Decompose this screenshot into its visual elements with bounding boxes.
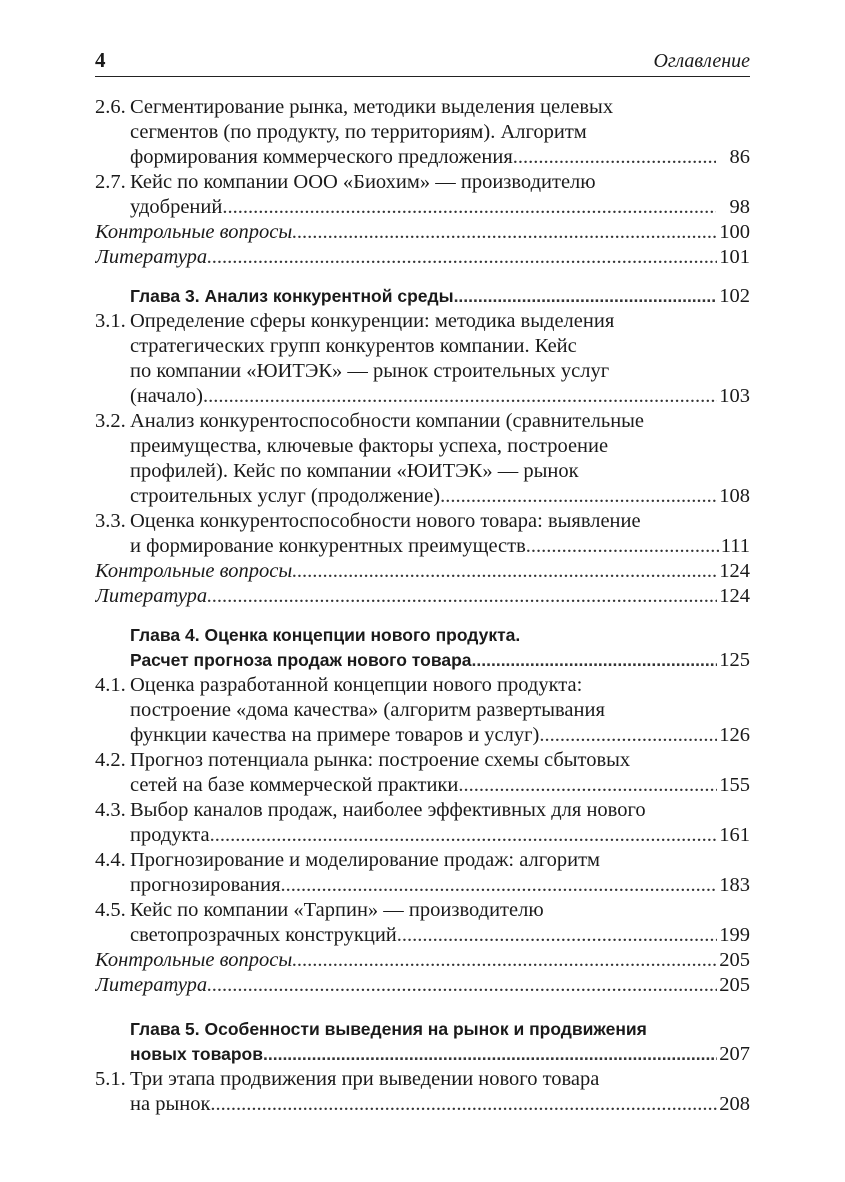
dot-leader (281, 873, 718, 898)
entry-title-line: Кейс по компании ООО «Биохим» — производителю (130, 171, 596, 193)
entry-title-line: Прогнозирование и моделирование продаж: алгоритм (130, 849, 601, 871)
toc-entry-4-3[interactable] (95, 798, 750, 848)
entry-title-line: Анализ конкурентоспособности компании (сравнительные (130, 410, 645, 432)
entry-title-line: Контрольные вопросы (95, 221, 293, 243)
toc-entry-literature[interactable] (95, 584, 750, 609)
dot-leader (207, 245, 717, 270)
entry-title-line: по компании «ЮИТЭК» — рынок строительных услуг (130, 360, 610, 382)
page-ref: 124 (719, 560, 750, 582)
dot-leader (210, 1092, 717, 1117)
entry-title-line: (начало) (130, 385, 203, 407)
toc-entry-review-questions[interactable] (95, 220, 750, 245)
page-ref: 103 (719, 385, 750, 407)
entry-title-line: Литература (95, 246, 208, 268)
section-number: 4.4. (95, 849, 126, 871)
page-ref: 111 (720, 535, 750, 557)
dot-leader (454, 284, 718, 309)
dot-leader (397, 923, 717, 948)
section-number: 4.2. (95, 749, 126, 771)
page-number: 4 (95, 48, 106, 72)
section-number: 4.5. (95, 899, 126, 921)
toc-entry-4-2[interactable] (95, 748, 750, 798)
toc-entry-review-questions[interactable] (95, 559, 750, 584)
entry-title-line: Три этапа продвижения при выведении нового товара (130, 1068, 600, 1090)
toc-entry-3-3[interactable] (95, 509, 750, 559)
entry-title-line: прогнозирования (130, 874, 281, 896)
entry-title-line: и формирование конкурентных преимуществ (130, 535, 526, 557)
dot-leader (539, 723, 717, 748)
entry-title-line: Прогноз потенциала рынка: построение схемы сбытовых (130, 749, 631, 771)
section-number: 2.7. (95, 171, 126, 193)
toc-entry-2-7[interactable] (95, 170, 750, 220)
page-ref: 101 (719, 246, 750, 268)
page-ref: 208 (719, 1093, 750, 1115)
dot-leader (292, 948, 717, 973)
toc-entry-4-1[interactable] (95, 673, 750, 748)
dot-leader (203, 384, 717, 409)
dot-leader (458, 773, 717, 798)
dot-leader (207, 973, 717, 998)
page-ref: 161 (719, 824, 750, 846)
entry-title-line: сегментов (по продукту, по территориям). Алгоритм (130, 121, 587, 143)
dot-leader (207, 584, 717, 609)
toc-entry-3-2[interactable] (95, 409, 750, 509)
page-ref: 108 (719, 485, 750, 507)
dot-leader (513, 145, 716, 170)
entry-title-line: Литература (95, 974, 208, 996)
dot-leader (222, 195, 715, 220)
entry-title-line: сетей на базе коммерческой практики (130, 774, 459, 796)
page-ref: 98 (729, 196, 750, 218)
toc-entry-4-4[interactable] (95, 848, 750, 898)
entry-title-line: профилей). Кейс по компании «ЮИТЭК» — рынок (130, 460, 579, 482)
page-ref: 205 (719, 949, 750, 971)
section-number: 4.1. (95, 674, 126, 696)
entry-title-line: Кейс по компании «Тарпин» — производителю (130, 899, 544, 921)
page-ref: 183 (719, 874, 750, 896)
entry-title-line: Контрольные вопросы (95, 949, 293, 971)
entry-title-line: Оценка конкурентоспособности нового товара: выявление (130, 510, 641, 532)
table-of-contents (95, 95, 750, 1117)
page-ref: 102 (719, 285, 750, 307)
toc-entry-4-5[interactable] (95, 898, 750, 948)
section-number: 3.3. (95, 510, 126, 532)
page-ref: 199 (719, 924, 750, 946)
entry-title-line: Сегментирование рынка, методики выделения целевых (130, 96, 614, 118)
entry-title-line: Выбор каналов продаж, наиболее эффективных для нового (130, 799, 646, 821)
page-ref: 207 (719, 1043, 750, 1065)
page-ref: 124 (719, 585, 750, 607)
dot-leader (292, 220, 717, 245)
dot-leader (440, 484, 717, 509)
section-number: 5.1. (95, 1068, 126, 1090)
section-number: 4.3. (95, 799, 126, 821)
toc-entry-5-1[interactable] (95, 1067, 750, 1117)
entry-title-line: Литература (95, 585, 208, 607)
page-ref: 205 (719, 974, 750, 996)
toc-entry-review-questions[interactable] (95, 948, 750, 973)
dot-leader (292, 559, 717, 584)
entry-title-line: на рынок (130, 1093, 211, 1115)
toc-chapter-3[interactable] (95, 284, 750, 309)
section-number: 2.6. (95, 96, 126, 118)
section-number: 3.2. (95, 410, 126, 432)
chapter-title-line: новых товаров (130, 1044, 263, 1064)
running-header (95, 46, 750, 77)
toc-chapter-4[interactable] (95, 623, 750, 673)
entry-title-line: формирования коммерческого предложения (130, 146, 513, 168)
dot-leader (263, 1042, 717, 1067)
page-ref: 100 (719, 221, 750, 243)
dot-leader (526, 534, 719, 559)
entry-title-line: Контрольные вопросы (95, 560, 293, 582)
toc-chapter-5[interactable] (95, 1017, 750, 1067)
entry-title-line: стратегических групп конкурентов компании. Кейс (130, 335, 577, 357)
entry-title-line: светопрозрачных конструкций (130, 924, 397, 946)
chapter-title-line: Расчет прогноза продаж нового товара (130, 650, 472, 670)
dot-leader (210, 823, 718, 848)
entry-title-line: Оценка разработанной концепции нового продукта: (130, 674, 583, 696)
section-number: 3.1. (95, 310, 126, 332)
chapter-title-line: Глава 4. Оценка концепции нового продукта. (130, 625, 521, 645)
toc-entry-literature[interactable] (95, 245, 750, 270)
entry-title-line: преимущества, ключевые факторы успеха, построение (130, 435, 609, 457)
chapter-title-line: Глава 3. Анализ конкурентной среды (130, 286, 454, 306)
page-ref: 126 (719, 724, 750, 746)
entry-title-line: построение «дома качества» (алгоритм развертывания (130, 699, 605, 721)
page-ref: 86 (729, 146, 750, 168)
running-title: Оглавление (653, 50, 750, 72)
entry-title-line: Определение сферы конкуренции: методика выделения (130, 310, 615, 332)
chapter-title-line: Глава 5. Особенности выведения на рынок и продвижения (130, 1019, 647, 1039)
entry-title-line: строительных услуг (продолжение) (130, 485, 441, 507)
page-ref: 155 (719, 774, 750, 796)
toc-entry-2-6[interactable] (95, 95, 750, 170)
dot-leader (472, 648, 718, 673)
toc-entry-literature[interactable] (95, 973, 750, 998)
entry-title-line: функции качества на примере товаров и услуг) (130, 724, 540, 746)
entry-title-line: продукта (130, 824, 210, 846)
toc-entry-3-1[interactable] (95, 309, 750, 409)
entry-title-line: удобрений (130, 196, 223, 218)
page-ref: 125 (719, 649, 750, 671)
